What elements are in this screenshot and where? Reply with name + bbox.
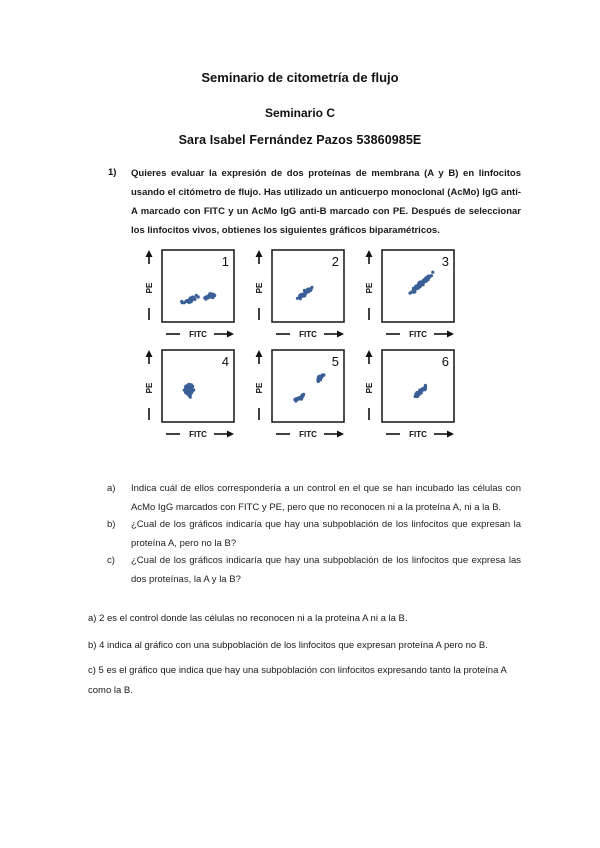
- data-point: [189, 396, 192, 399]
- panel-number: 2: [331, 254, 339, 269]
- x-arrow-head: [227, 331, 234, 338]
- data-point: [187, 387, 190, 390]
- y-arrow-head: [366, 350, 373, 357]
- biparametric-plots-figure: [140, 248, 470, 448]
- data-point: [187, 299, 190, 302]
- data-point: [296, 297, 299, 300]
- plot-panel-6: [365, 350, 454, 439]
- y-arrow-head: [256, 250, 263, 257]
- x-axis-label: FITC: [409, 430, 427, 439]
- x-arrow-head: [337, 431, 344, 438]
- data-point: [180, 300, 183, 303]
- data-point: [301, 394, 304, 397]
- plot-panel-1: [145, 250, 234, 339]
- y-arrow-head: [146, 350, 153, 357]
- data-point: [416, 285, 419, 288]
- y-axis-label: PE: [365, 282, 374, 294]
- x-arrow-head: [447, 431, 454, 438]
- x-arrow-head: [447, 331, 454, 338]
- data-point: [413, 288, 416, 291]
- subquestion-label: c): [107, 555, 115, 566]
- y-axis-label: PE: [255, 382, 264, 394]
- y-axis-label: PE: [255, 282, 264, 294]
- question-number: 1): [108, 167, 117, 178]
- data-point: [296, 397, 299, 400]
- y-arrow-head: [146, 250, 153, 257]
- panel-number: 1: [221, 254, 229, 269]
- y-axis-label: PE: [145, 382, 154, 394]
- subquestion-text: ¿Cual de los gráficos indicaría que hay una subpoblación de los linfocitos que expresa las dos proteínas, la A y la B?: [131, 555, 521, 585]
- page-title: Seminario de citometría de flujo: [201, 70, 399, 85]
- subquestion-text: Indica cuál de ellos correspondería a un control en el que se han incubado las células con AcMo IgG marcados con FITC y PE, pero que no reconocen ni a la proteína A, ni a la B.: [131, 483, 521, 513]
- x-arrow-head: [227, 431, 234, 438]
- data-point: [420, 391, 423, 394]
- data-point: [422, 281, 425, 284]
- data-point: [188, 391, 191, 394]
- panel-number: 6: [441, 354, 449, 369]
- x-axis-label: FITC: [189, 330, 207, 339]
- data-point: [213, 294, 216, 297]
- page-subtitle: Seminario C: [264, 106, 336, 120]
- data-point: [190, 299, 193, 302]
- data-point: [318, 377, 321, 380]
- data-point: [307, 290, 310, 293]
- answer-a: a) 2 es el control donde las células no reconocen ni a la proteína A ni a la B.: [88, 613, 408, 624]
- author-line: Sara Isabel Fernández Pazos 53860985E: [178, 133, 422, 147]
- data-point: [431, 271, 434, 274]
- data-point: [420, 389, 423, 392]
- data-point: [207, 296, 210, 299]
- subquestion-label: a): [107, 483, 116, 494]
- data-point: [210, 294, 213, 297]
- subquestion-label: b): [107, 519, 116, 530]
- answer-b: b) 4 indica al gráfico con una subpoblación de los linfocitos que expresan proteína A pero no B.: [88, 640, 488, 651]
- x-axis-label: FITC: [299, 430, 317, 439]
- x-axis-label: FITC: [409, 330, 427, 339]
- plot-panel-4: [145, 350, 234, 439]
- x-axis-label: FITC: [299, 330, 317, 339]
- plot-panel-3: [365, 250, 454, 339]
- data-point: [430, 274, 433, 277]
- y-axis-label: PE: [145, 282, 154, 294]
- data-point: [408, 292, 411, 295]
- subquestion-text: ¿Cual de los gráficos indicaría que hay una subpoblación de los linfocitos que expresan la proteína A, pero no la B?: [131, 519, 521, 549]
- data-point: [195, 294, 198, 297]
- panel-number: 4: [221, 354, 229, 369]
- plot-panel-2: [255, 250, 344, 339]
- y-arrow-head: [256, 350, 263, 357]
- data-point: [424, 384, 427, 387]
- panel-number: 5: [331, 354, 339, 369]
- data-point: [418, 281, 421, 284]
- panel-number: 3: [441, 254, 449, 269]
- answer-c: c) 5 es el gráfico que indica que hay una subpoblación con linfocitos expresando tanto la proteína A como la B.: [88, 665, 507, 696]
- data-point: [184, 386, 187, 389]
- question-text: Quieres evaluar la expresión de dos proteínas de membrana (A y B) en linfocitos usando el citómetro de flujo. Has utilizado un anticuerpo monoclonal (AcMo) IgG anti-A marcado con FITC y un AcMo IgG anti-B marcado con PE. Después de seleccionar los linfocitos vivos, obtienes los siguientes gráficos biparamétricos.: [131, 168, 521, 236]
- x-arrow-head: [337, 331, 344, 338]
- y-arrow-head: [366, 250, 373, 257]
- y-axis-label: PE: [365, 382, 374, 394]
- data-point: [304, 292, 307, 295]
- x-axis-label: FITC: [189, 430, 207, 439]
- plot-panel-5: [255, 350, 344, 439]
- data-point: [414, 395, 417, 398]
